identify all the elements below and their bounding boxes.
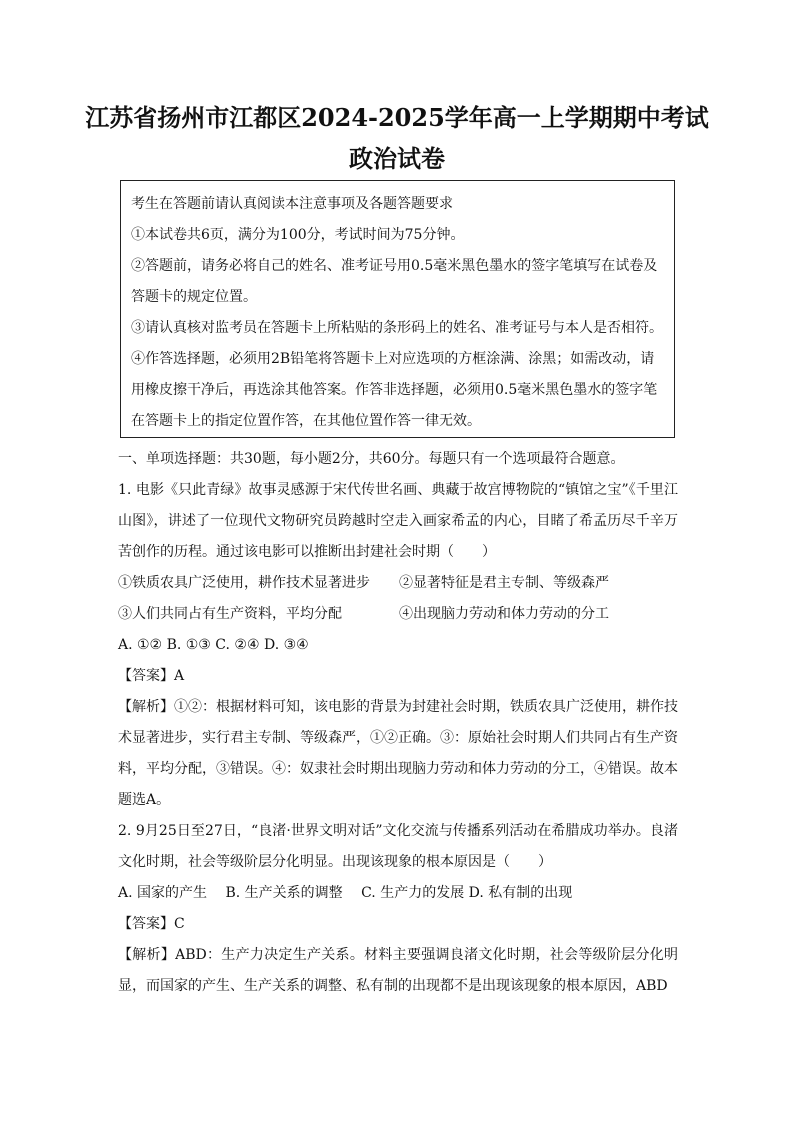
statement-row bbox=[118, 568, 678, 599]
question-stem: 2. 9月25日至27日，“良渚·世界文明对话”文化交流与传播系列活动在希腊成功举办。良渚文化时期，社会等级阶层分化明显。出现该现象的根本原因是（ ） bbox=[118, 823, 678, 870]
analysis-paragraph bbox=[118, 692, 678, 816]
statement-row bbox=[118, 599, 678, 630]
answer-value: A bbox=[174, 668, 185, 684]
analysis-label: 【解析】 bbox=[118, 947, 176, 963]
notice-box bbox=[120, 180, 675, 438]
answer-options: A. ①② B. ①③ C. ②④ D. ③④ bbox=[118, 637, 309, 653]
answer-label: 【答案】 bbox=[118, 916, 174, 932]
exam-title: 江苏省扬州市江都区2024-2025学年高一上学期期中考试 bbox=[85, 103, 709, 132]
statement-item: ②显著特征是君主专制、等级森严 bbox=[399, 575, 609, 591]
analysis-text: ABD：生产力决定生产关系。材料主要强调良渚文化时期，社会等级阶层分化明显，而国家的产生、生产关系的调整、私有制的出现都不是出现该现象的根本原因，ABD bbox=[118, 947, 678, 994]
answer-line bbox=[118, 909, 678, 940]
answer-line bbox=[118, 661, 678, 692]
question-stem: 1. 电影《只此青绿》故事灵感源于宋代传世名画、典藏于故宫博物院的“镇馆之宝”《千里江山图》，讲述了一位现代文物研究员跨越时空走入画家希孟的内心，目睹了希孟历尽千辛万苦创作的历程。通过该电影可以推断出封建社会时期（ ） bbox=[118, 482, 678, 560]
notice-item: ②答题前，请务必将自己的姓名、准考证号用0.5毫米黑色墨水的签字笔填写在试卷及答题卡的规定位置。 bbox=[131, 258, 658, 305]
exam-subtitle: 政治试卷 bbox=[349, 144, 445, 173]
analysis-label: 【解析】 bbox=[118, 699, 174, 715]
question-content bbox=[118, 444, 678, 1002]
notice-item: ④作答选择题，必须用2B铅笔将答题卡上对应选项的方框涂满、涂黑；如需改动，请用橡皮擦干净后，再选涂其他答案。作答非选择题，必须用0.5毫米黑色墨水的签字笔在答题卡上的指定位置作答，在其他位置作答一律无效。 bbox=[131, 351, 658, 429]
notice-item: ①本试卷共6页，满分为100分，考试时间为75分钟。 bbox=[131, 227, 465, 243]
section-heading: 一、单项选择题：共30题，每小题2分，共60分。每题只有一个选项最符合题意。 bbox=[118, 451, 625, 467]
answer-value: C bbox=[174, 916, 185, 932]
analysis-text: ①②：根据材料可知，该电影的背景为封建社会时期，铁质农具广泛使用，耕作技术显著进步，实行君主专制、等级森严，①②正确。③：原始社会时期人们共同占有生产资料，平均分配，③错误。④：奴隶社会时期出现脑力劳动和体力劳动的分工，④错误。故本题选A。 bbox=[118, 699, 678, 808]
notice-item: ③请认真核对监考员在答题卡上所粘贴的条形码上的姓名、准考证号与本人是否相符。 bbox=[131, 320, 663, 336]
answer-label: 【答案】 bbox=[118, 668, 174, 684]
notice-heading: 考生在答题前请认真阅读本注意事项及各题答题要求 bbox=[131, 196, 453, 212]
statement-item: ①铁质农具广泛使用，耕作技术显著进步 bbox=[118, 575, 370, 591]
statement-item: ④出现脑力劳动和体力劳动的分工 bbox=[399, 606, 609, 622]
statement-item: ③人们共同占有生产资料，平均分配 bbox=[118, 606, 342, 622]
analysis-paragraph bbox=[118, 940, 678, 1002]
answer-options: A. 国家的产生 B. 生产关系的调整 C. 生产力的发展 D. 私有制的出现 bbox=[118, 885, 573, 901]
